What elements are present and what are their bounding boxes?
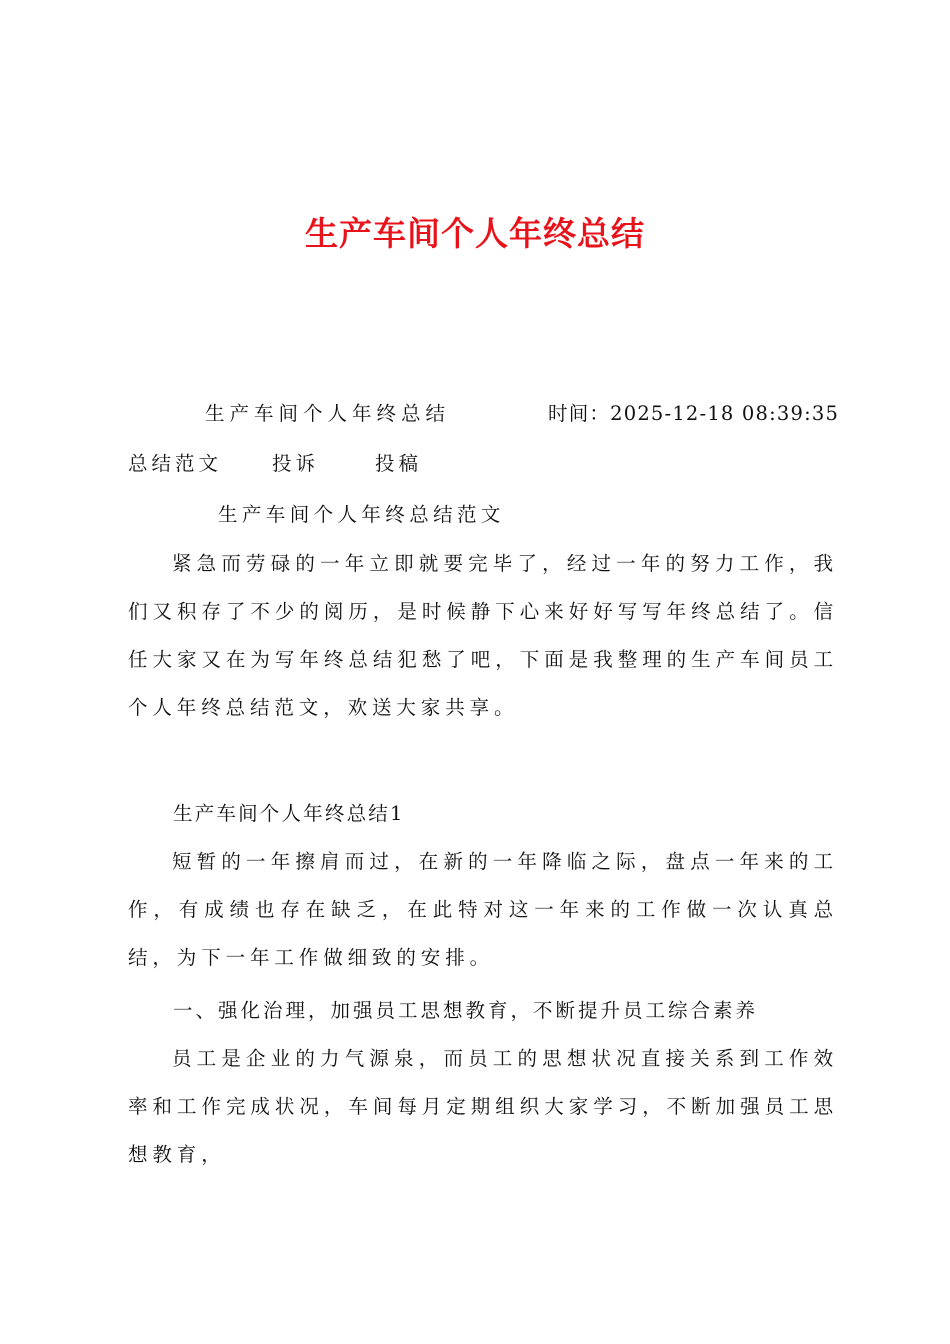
submit-link[interactable]: 投稿 (375, 452, 423, 475)
report-link[interactable]: 投诉 (272, 452, 320, 475)
intro-paragraph: 紧急而劳碌的一年立即就要完毕了，经过一年的努力工作，我们又积存了不少的阅历，是时候静下心来好好写写年终总结了。信任大家又在为写年终总结犯愁了吧，下面是我整理的生产车间员工个人年终总结范文，欢送大家共享。 (128, 552, 838, 719)
document-title: 生产车间个人年终总结 (305, 214, 645, 253)
meta-time: 时间：2025-12-18 08:39:35 (548, 402, 840, 425)
document-subtitle: 生产车间个人年终总结范文 (218, 503, 505, 526)
meta-article-title: 生产车间个人年终总结 (205, 402, 451, 425)
section-point-heading: 一、强化治理，加强员工思想教育，不断提升员工综合素养 (173, 999, 759, 1022)
body-paragraph: 短暂的一年擦肩而过，在新的一年降临之际，盘点一年来的工作，有成绩也存在缺乏，在此特对这一年来的工作做一次认真总结，为下一年工作做细致的安排。 (128, 850, 838, 969)
meta-category-link[interactable]: 总结范文 (128, 452, 223, 475)
section-heading: 生产车间个人年终总结1 (173, 802, 405, 825)
body-paragraph: 员工是企业的力气源泉，而员工的思想状况直接关系到工作效率和工作完成状况，车间每月定期组织大家学习，不断加强员工思想教育， (128, 1047, 838, 1166)
